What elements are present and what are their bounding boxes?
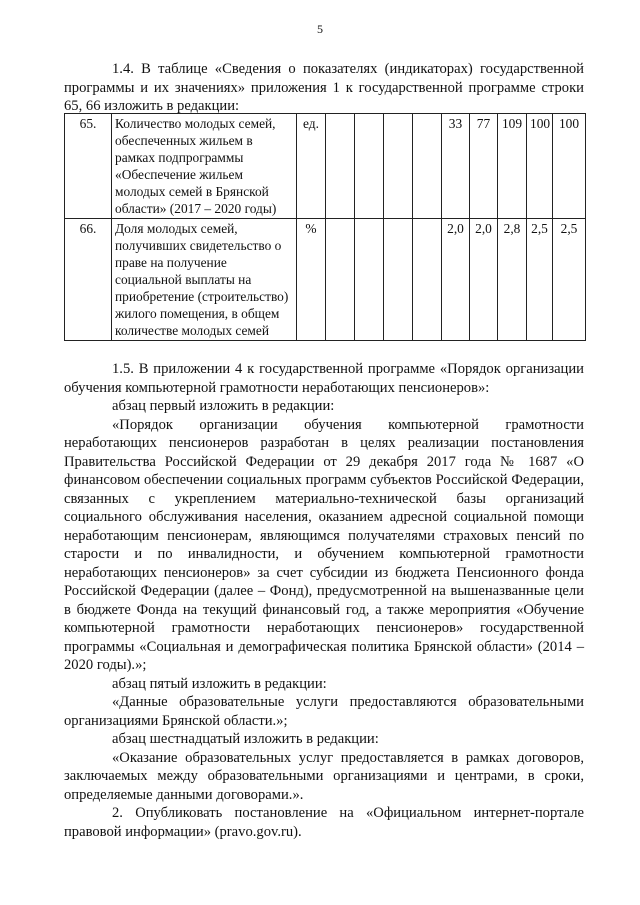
- value-cell: 2,0: [470, 219, 498, 341]
- value-cell: 33: [442, 114, 470, 219]
- para1-text: «Порядок организации обучения компьютерной грамотности неработающих пенсионеров разработан в целях реализации постановления Правительства Российской Федерации от 29 декабря 2017 года № 1687 «О финансовом обеспечении социальных программ субъектов Российской Федерации, связанных с укреплением материально-технической базы организаций социального обслуживания населения, оказанием адресной социальной помощи неработающим пенсионерам, являющимся получателями страховых пенсий по старости и по инвалидности, и обучением компьютерной грамотности неработающих пенсионеров» за счет субсидии из бюджета Пенсионного фонда Российской Федерации (далее – Фонд), предусмотренной на вышеназванные цели в бюджете Фонда на текущий финансовый год, а также мероприятия «Обучение компьютерной грамотности неработающих пенсионеров» государственной программы «Социальная и демографическая политика Брянской области» (2014 – 2020 годы).»;: [64, 416, 584, 673]
- value-cell: 2,8: [498, 219, 527, 341]
- row-number: 65.: [65, 114, 112, 219]
- para5-heading: абзац пятый изложить в редакции:: [112, 675, 327, 692]
- value-cell: 100: [527, 114, 553, 219]
- section-1-4: [64, 60, 584, 116]
- value-cell: 77: [470, 114, 498, 219]
- indicator-name: Доля молодых семей, получивших свидетельство о праве на получение социальной выплаты на приобретение (строительство) жилого помещения, в общем количестве молодых семей: [112, 219, 297, 341]
- value-cell: 2,0: [442, 219, 470, 341]
- section-1-5-intro: 1.5. В приложении 4 к государственной программе «Порядок организации обучения компьютерной грамотности неработающих пенсионеров»:: [64, 361, 584, 396]
- para16-text: «Оказание образовательных услуг предоставляется в рамках договоров, заключаемых между образовательными организациями и центрами, в сроки, определяемые данными договорами.».: [64, 749, 584, 803]
- unit-cell: ед.: [297, 114, 326, 219]
- value-cell: 2,5: [527, 219, 553, 341]
- value-cell: [326, 114, 355, 219]
- value-cell: [355, 219, 384, 341]
- value-cell: [384, 219, 413, 341]
- indicators-table: [64, 113, 586, 341]
- value-cell: [413, 219, 442, 341]
- value-cell: [355, 114, 384, 219]
- para1-heading: абзац первый изложить в редакции:: [112, 398, 335, 414]
- row-number: 66.: [65, 219, 112, 341]
- unit-cell: %: [297, 219, 326, 341]
- para5-text: «Данные образовательные услуги предоставляются образовательными организациями Брянской области.»;: [64, 694, 584, 729]
- page-number: 5: [317, 22, 323, 36]
- value-cell: 2,5: [553, 219, 586, 341]
- value-cell: [413, 114, 442, 219]
- section-2-text: 2. Опубликовать постановление на «Официальном интернет-портале правовой информации» (pravo.gov.ru).: [64, 805, 584, 840]
- section-1-5: [64, 360, 584, 841]
- value-cell: [384, 114, 413, 219]
- para16-heading: абзац шестнадцатый изложить в редакции:: [112, 731, 379, 747]
- indicator-name: Количество молодых семей, обеспеченных жильем в рамках подпрограммы «Обеспечение жильем молодых семей в Брянской области» (2017 – 2020 годы): [112, 114, 297, 219]
- value-cell: [326, 219, 355, 341]
- value-cell: 109: [498, 114, 527, 219]
- section-1-4-text: 1.4. В таблице «Сведения о показателях (индикаторах) государственной программы и их значениях» приложения 1 к государственной программе строки 65, 66 изложить в редакции:: [64, 61, 584, 114]
- table-row: [65, 114, 586, 219]
- table-row: [65, 219, 586, 341]
- value-cell: 100: [553, 114, 586, 219]
